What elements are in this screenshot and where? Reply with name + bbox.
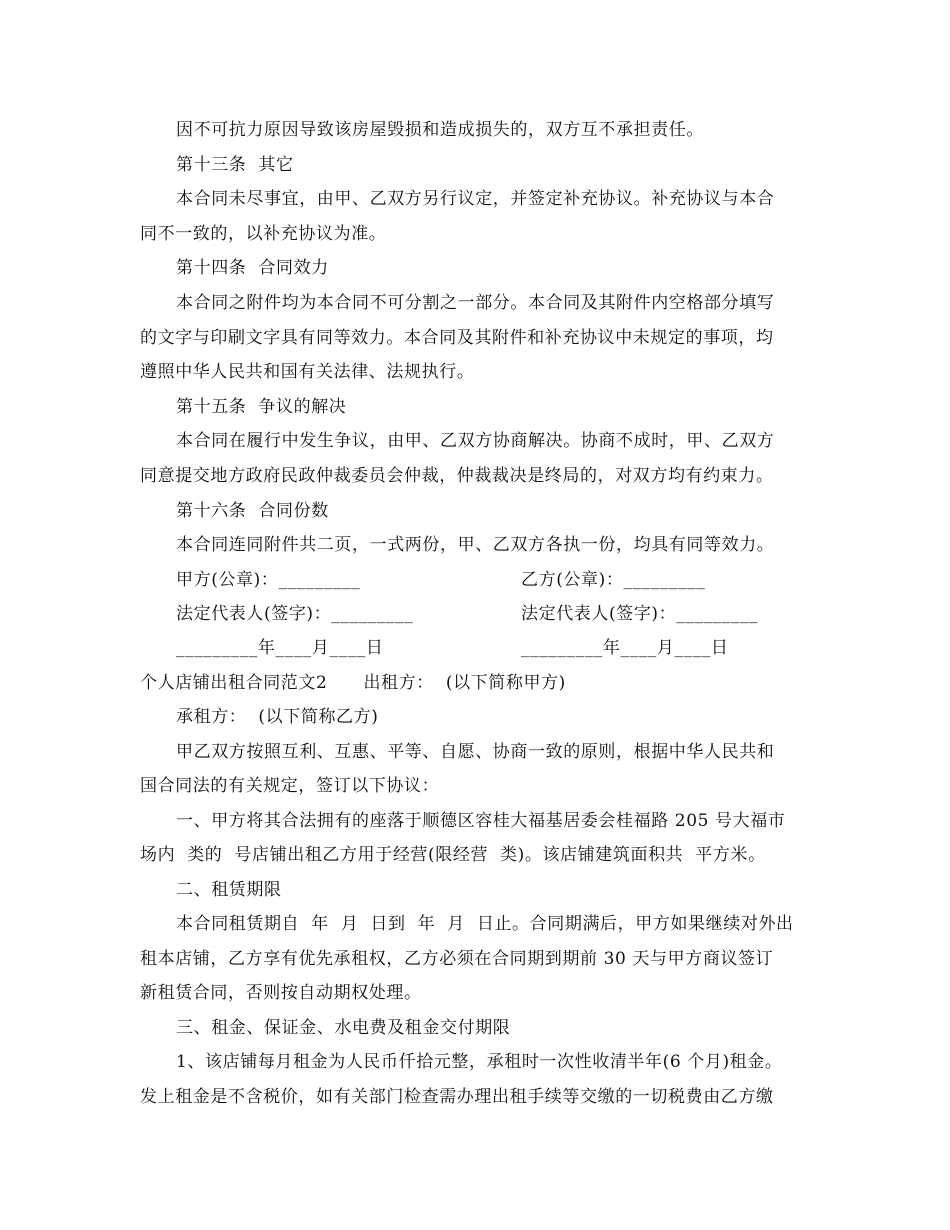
- text-line: 同不一致的，以补充协议为准。: [140, 224, 387, 244]
- party-a-date: _________年____月____日: [176, 638, 384, 658]
- party-a-representative: 法定代表人(签字)：_________: [176, 604, 414, 624]
- text-line: 场内 类的 号店铺出租乙方用于经营(限经营 类)。该店铺建筑面积共 平方米。: [140, 845, 766, 865]
- text-line: 新租赁合同，否则按自动期权处理。: [140, 983, 422, 1003]
- text-line: 本合同未尽事宜，由甲、乙双方另行议定，并签定补充协议。补充协议与本合: [176, 189, 775, 209]
- text-line: 本合同连同附件共二页，一式两份，甲、乙双方各执一份，均具有同等效力。: [176, 535, 775, 555]
- text-line: 的文字与印刷文字具有同等效力。本合同及其附件和补充协议中未规定的事项，均: [140, 328, 774, 348]
- section-heading: 第十四条 合同效力: [176, 258, 329, 278]
- text-line: 国合同法的有关规定，签订以下协议：: [140, 776, 440, 796]
- text-line: 发上租金是不含税价，如有关部门检查需办理出租手续等交缴的一切税费由乙方缴: [140, 1087, 774, 1107]
- section-heading: 二、租赁期限: [176, 880, 282, 900]
- party-b-seal: 乙方(公章)：_________: [521, 570, 706, 590]
- document-title: 个人店铺出租合同范文2 出租方： (以下简称甲方): [140, 673, 566, 693]
- text-line: 甲乙双方按照互利、互惠、平等、自愿、协商一致的原则，根据中华人民共和: [176, 742, 775, 762]
- section-heading: 第十六条 合同份数: [176, 501, 329, 521]
- party-b-representative: 法定代表人(签字)：_________: [521, 604, 759, 624]
- text-line: 一、甲方将其合法拥有的座落于顺德区容桂大福基居委会桂福路 205 号大福市: [176, 811, 786, 831]
- section-heading: 第十三条 其它: [176, 155, 294, 175]
- text-line: 本合同在履行中发生争议，由甲、乙双方协商解决。协商不成时，甲、乙双方: [176, 431, 775, 451]
- text-line: 因不可抗力原因导致该房屋毁损和造成损失的，双方互不承担责任。: [176, 120, 704, 140]
- text-line: 1、该店铺每月租金为人民币仟拾元整，承租时一次性收清半年(6 个月)租金。: [176, 1052, 783, 1072]
- text-line: 本合同之附件均为本合同不可分割之一部分。本合同及其附件内空格部分填写: [176, 293, 775, 313]
- section-heading: 三、租金、保证金、水电费及租金交付期限: [176, 1018, 511, 1038]
- party-a-seal: 甲方(公章)：_________: [176, 570, 361, 590]
- text-line: 本合同租赁期自 年 月 日到 年 月 日止。合同期满后，甲方如果继续对外出: [176, 914, 794, 934]
- text-line: 同意提交地方政府民政仲裁委员会仲裁，仲裁裁决是终局的，对双方均有约束力。: [140, 466, 774, 486]
- text-line: 租本店铺，乙方享有优先承租权，乙方必须在合同期到期前 30 天与甲方商议签订: [140, 949, 774, 969]
- section-heading: 第十五条 争议的解决: [176, 397, 347, 417]
- text-line: 承租方： (以下简称乙方): [176, 707, 379, 727]
- party-b-date: _________年____月____日: [521, 638, 729, 658]
- text-line: 遵照中华人民共和国有关法律、法规执行。: [140, 362, 475, 382]
